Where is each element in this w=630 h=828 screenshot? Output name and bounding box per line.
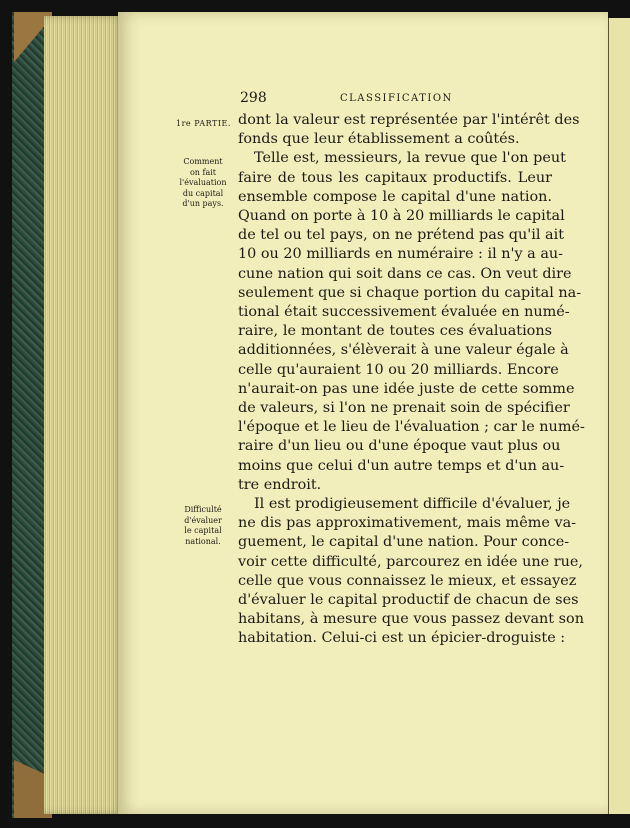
page-edges: [44, 16, 124, 814]
margin-note-evaluation: [168, 157, 238, 210]
text-line: de valeurs, si l'on ne prenait soin de spécifier: [238, 400, 570, 417]
text-line: guement, le capital d'une nation. Pour conce-: [238, 534, 570, 551]
text-line: n'aurait-on pas une idée juste de cette somme: [238, 380, 575, 397]
text-line: d'évaluer le capital productif de chacun de ses: [238, 592, 579, 609]
margin-note-line: Difficulté: [184, 505, 222, 514]
facing-page-edge: [608, 18, 630, 814]
margin-note-line: du capital: [182, 188, 224, 198]
text-line: raire, le montant de toutes ces évaluations: [238, 323, 552, 340]
text-line: raire d'un lieu ou d'une époque vaut plus ou: [238, 438, 561, 455]
margin-note-line: on fait: [189, 167, 216, 177]
text-line: tre endroit.: [238, 476, 322, 493]
text-line: dont la valeur est représentée par l'intérêt des: [238, 112, 580, 128]
text-line: additionnées, s'élèverait à une valeur égale à: [238, 342, 569, 359]
page-number: 298: [240, 90, 267, 106]
text-line: 10 ou 20 milliards en numéraire : il n'y a au-: [238, 246, 564, 263]
margin-note-line: l'évaluation: [179, 178, 227, 187]
text-line: voir cette difficulté, parcourez en idée une rue,: [238, 553, 583, 570]
text-line: cune nation qui soit dans ce cas. On veut dire: [238, 265, 572, 282]
margin-note-difficulty: [168, 505, 238, 547]
text-line: fonds que leur établissement a coûtés.: [238, 131, 520, 148]
margin-note-line: Comment: [183, 157, 223, 166]
margin-note-line: national.: [185, 536, 221, 546]
text-line: Telle est, messieurs, la revue que l'on peut: [254, 150, 566, 167]
text-line: l'époque et le lieu de l'évaluation ; car le numé-: [238, 419, 585, 436]
text-line: ensemble compose le capital d'une nation.: [238, 188, 552, 205]
body-text: [238, 111, 585, 649]
margin-part-label: 1re PARTIE.: [176, 119, 231, 128]
page-header: [240, 90, 550, 110]
text-line: tional était successivement évaluée en numé-: [238, 304, 570, 321]
text-line: Quand on porte à 10 à 20 milliards le capital: [238, 208, 565, 225]
text-line: Il est prodigieusement difficile d'évaluer, je: [254, 496, 571, 513]
text-line: habitation. Celui-ci est un épicier-droguiste :: [238, 630, 566, 647]
text-line: faire de tous les capitaux productifs. Leur: [238, 169, 552, 186]
margin-note-line: le capital: [184, 526, 222, 535]
margin-note-line: d'évaluer: [184, 515, 222, 525]
margin-note-line: d'un pays.: [182, 199, 224, 208]
running-title: CLASSIFICATION: [340, 93, 453, 104]
text-line: ne dis pas approximativement, mais même va-: [238, 515, 577, 532]
text-line: seulement que si chaque portion du capital na-: [238, 284, 582, 301]
text-line: celle que vous connaissez le mieux, et essayez: [238, 572, 577, 589]
text-line: celle qu'auraient 10 ou 20 milliards. Encore: [238, 361, 559, 378]
text-line: moins que celui d'un autre temps et d'un au-: [238, 457, 565, 474]
text-line: habitans, à mesure que vous passez devant son: [238, 611, 584, 628]
text-line: de tel ou tel pays, on ne prétend pas qu'il ait: [238, 227, 564, 244]
